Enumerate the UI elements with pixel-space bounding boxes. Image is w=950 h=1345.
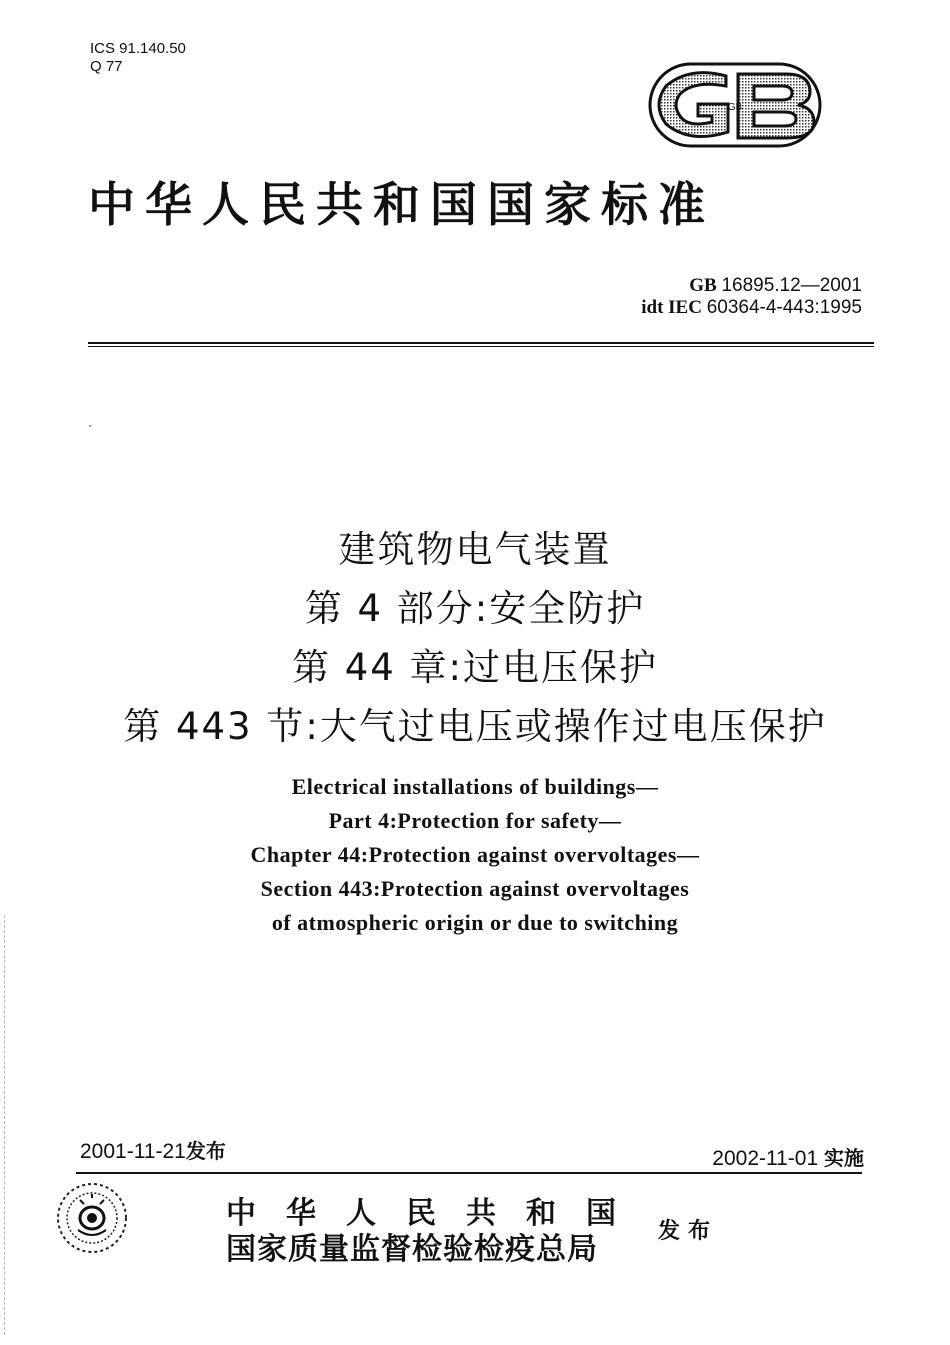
idt-line <box>641 297 862 319</box>
english-title-block <box>0 770 950 940</box>
effective-date <box>712 1142 864 1171</box>
standard-numbers <box>641 275 862 319</box>
en-title-line-2: Part 4:Protection for safety— <box>328 808 622 833</box>
publish-label: 发布 <box>658 1218 719 1244</box>
issued-date <box>80 1135 226 1164</box>
idt-value: 60364-4-443:1995 <box>706 297 862 318</box>
standard-number-label: GB <box>689 275 717 296</box>
en-title-line-1: Electrical installations of buildings— <box>291 774 659 799</box>
gb-logo <box>646 60 824 150</box>
idt-label: idt IEC <box>641 297 702 318</box>
bottom-divider <box>76 1172 862 1174</box>
en-title-line-3: Chapter 44:Protection against overvoltages— <box>250 842 700 867</box>
zh-title-line-4: 第 443 节:大气过电压或操作过电压保护 <box>123 705 827 748</box>
ccs-code: Q 77 <box>90 58 123 75</box>
effective-date-value: 2002-11-01 <box>712 1147 819 1170</box>
issuer-block <box>226 1196 646 1268</box>
standard-number-line <box>641 275 862 297</box>
gb-logo-text: GB <box>727 102 743 113</box>
en-title-line-5: of atmospheric origin or due to switching <box>271 910 679 935</box>
zh-title-line-2: 第 4 部分:安全防护 <box>304 587 646 630</box>
top-divider <box>88 342 874 347</box>
national-standard-title: 中华人民共和国国家标准 <box>88 178 715 233</box>
scan-edge-mark <box>4 915 6 1335</box>
zh-title-line-1: 建筑物电气装置 <box>338 528 612 571</box>
en-title-line-4: Section 443:Protection against overvoltages <box>260 876 690 901</box>
effective-label: 实施 <box>824 1146 864 1170</box>
classification-codes <box>90 40 186 76</box>
issued-label: 发布 <box>185 1139 226 1163</box>
chinese-title-block <box>0 520 950 756</box>
standard-number-value: 16895.12—2001 <box>721 275 862 296</box>
scan-dot <box>89 425 91 427</box>
issuer-line-2: 国家质量监督检验检疫总局 <box>226 1232 598 1267</box>
ics-code: ICS 91.140.50 <box>90 40 186 57</box>
issued-date-value: 2001-11-21 <box>80 1140 186 1163</box>
issuer-line-1: 中华人民共和国 <box>226 1196 646 1231</box>
aqsiq-seal-icon <box>52 1178 132 1258</box>
zh-title-line-3: 第 44 章:过电压保护 <box>291 646 659 689</box>
